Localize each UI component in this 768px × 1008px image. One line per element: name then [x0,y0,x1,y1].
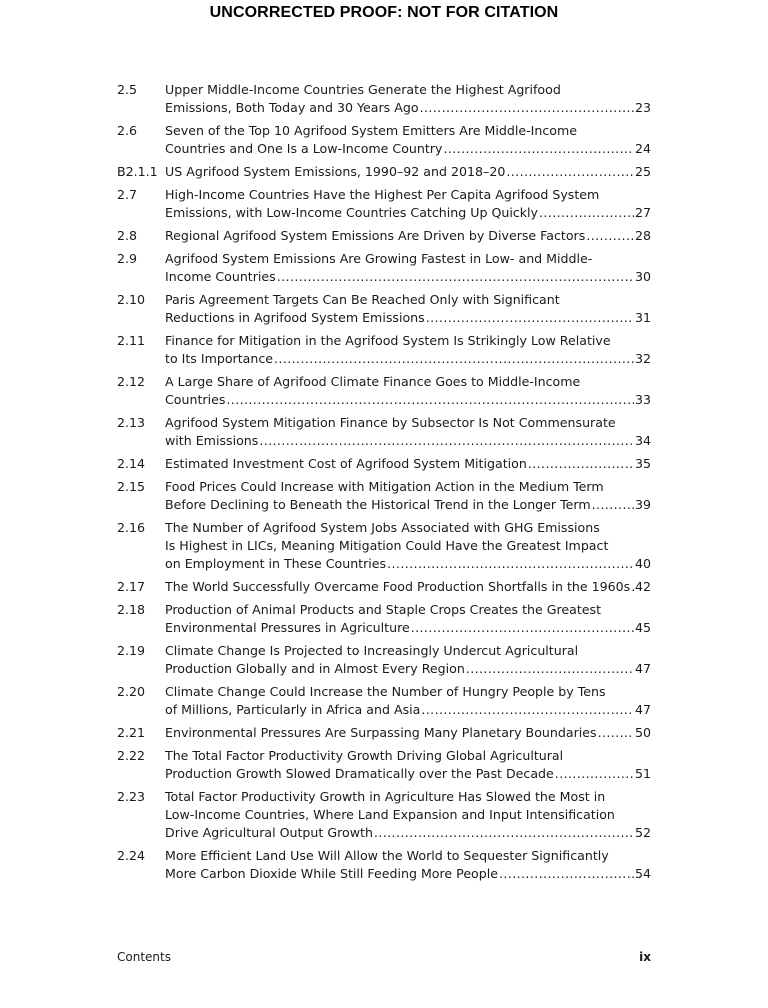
toc-entry-title [165,578,651,596]
dot-leader [592,496,634,514]
dot-leader [421,701,634,719]
toc-entry-title-line: Environmental Pressures in Agriculture [165,620,410,635]
toc-entry-number: 2.15 [117,479,146,494]
toc-entry[interactable] [117,847,651,883]
toc-entry-title-line: Production Globally and in Almost Every Region [165,661,465,676]
toc-entry-number: 2.23 [117,789,146,804]
toc-entry-number: 2.20 [117,684,146,699]
toc-entry[interactable] [117,519,651,573]
toc-entry-title-line: to Its Importance [165,351,274,366]
toc-entry-page-number[interactable]: 33 [634,392,651,407]
toc-entry[interactable] [117,455,651,473]
toc-entry-page-number[interactable]: 45 [634,620,651,635]
toc-entry-title-line: Paris Agreement Targets Can Be Reached Only with Significant [165,292,560,307]
toc-entry-title-line: More Efficient Land Use Will Allow the World to Sequester Significantly [165,848,609,863]
toc-entry-page-number[interactable]: 23 [634,100,651,115]
toc-entry-title [165,81,651,117]
toc-entry-page-number[interactable]: 47 [634,702,651,717]
toc-entry-title [165,724,651,742]
toc-entry-title-line: More Carbon Dioxide While Still Feeding More People [165,866,499,881]
toc-entry-title-line: Upper Middle-Income Countries Generate the Highest Agrifood [165,82,561,97]
toc-entry-title [165,788,651,842]
toc-entry-title-line: Countries and One Is a Low-Income Country [165,141,443,156]
toc-entry-number: 2.24 [117,848,146,863]
toc-entry[interactable] [117,478,651,514]
toc-entry-title-line: Regional Agrifood System Emissions Are Driven by Diverse Factors [165,228,586,243]
dot-leader [374,824,634,842]
dot-leader [259,432,634,450]
toc-entry-title [165,847,651,883]
toc-entry-title-line: Countries [165,392,226,407]
toc-entry-number: 2.21 [117,725,146,740]
toc-entry-page-number[interactable]: 42 [634,579,651,594]
toc-entry-title [165,455,651,473]
proof-header: UNCORRECTED PROOF: NOT FOR CITATION [209,4,559,21]
toc-entry-title-line: Is Highest in LICs, Meaning Mitigation Could Have the Greatest Impact [165,538,609,553]
toc-entry[interactable] [117,414,651,450]
toc-entry-title-line: Low-Income Countries, Where Land Expansion and Input Intensification [165,807,615,822]
toc-entry-page-number[interactable]: 28 [634,228,651,243]
toc-entry[interactable] [117,373,651,409]
dot-leader [528,455,634,473]
toc-entry[interactable] [117,332,651,368]
toc-entry-number: 2.16 [117,520,146,535]
toc-entry[interactable] [117,227,651,245]
toc-entry-page-number[interactable]: 54 [634,866,651,881]
page-footer [117,950,651,964]
toc-entry-title-line: High-Income Countries Have the Highest Per Capita Agrifood System [165,187,600,202]
toc-entry-title [165,642,651,678]
toc-entry-title-line: Total Factor Productivity Growth in Agriculture Has Slowed the Most in [165,789,606,804]
toc-entry-page-number[interactable]: 25 [634,164,651,179]
dot-leader [555,765,634,783]
toc-entry-title [165,414,651,450]
toc-entry-title-line: Emissions, Both Today and 30 Years Ago [165,100,419,115]
toc-entry[interactable] [117,291,651,327]
toc-entry-title-line: Production of Animal Products and Staple Crops Creates the Greatest [165,602,602,617]
toc-entry-number: 2.5 [117,82,138,97]
dot-leader [506,163,634,181]
dot-leader [539,204,634,222]
dot-leader [387,555,634,573]
dot-leader [631,578,634,596]
toc-entry-title-line: Climate Change Is Projected to Increasingly Undercut Agricultural [165,643,579,658]
toc-entry-title-line: The Number of Agrifood System Jobs Associated with GHG Emissions [165,520,600,535]
toc-entry-title [165,747,651,783]
toc-entry-number: 2.17 [117,579,146,594]
toc-entry-title-line: Seven of the Top 10 Agrifood System Emitters Are Middle-Income [165,123,577,138]
toc-entry-page-number[interactable]: 47 [634,661,651,676]
toc-entry-title-line: of Millions, Particularly in Africa and Asia [165,702,421,717]
dot-leader [426,309,634,327]
toc-entry-title [165,186,651,222]
toc-entry-title-line: Production Growth Slowed Dramatically over the Past Decade [165,766,554,781]
toc-entry-title-line: with Emissions [165,433,259,448]
toc-entry-title [165,373,651,409]
toc-entry-title [165,227,651,245]
toc-entry[interactable] [117,601,651,637]
dot-leader [277,268,634,286]
toc-entry-page-number[interactable]: 24 [634,141,651,156]
toc-entry-number: 2.18 [117,602,146,617]
toc-entry[interactable] [117,788,651,842]
toc-entry[interactable] [117,724,651,742]
toc-entry-title-line: on Employment in These Countries [165,556,387,571]
toc-entry[interactable] [117,642,651,678]
toc-entry-page-number[interactable]: 27 [634,205,651,220]
toc-entry-number: 2.6 [117,123,138,138]
toc-entry[interactable] [117,81,651,117]
toc-entry-page-number[interactable]: 52 [634,825,651,840]
dot-leader [411,619,634,637]
toc-entry-title-line: Agrifood System Mitigation Finance by Subsector Is Not Commensurate [165,415,616,430]
footer-section: Contents [117,950,171,964]
toc-entry-number: 2.22 [117,748,146,763]
dot-leader [598,724,634,742]
toc-entry-page-number[interactable]: 32 [634,351,651,366]
toc-entry-title-line: The Total Factor Productivity Growth Driving Global Agricultural [165,748,564,763]
toc-entry-title-line: Estimated Investment Cost of Agrifood System Mitigation [165,456,527,471]
dot-leader [466,660,634,678]
toc-entry[interactable] [117,122,651,158]
dot-leader [443,140,634,158]
toc-entry[interactable] [117,578,651,596]
toc-entry[interactable] [117,186,651,222]
toc-entry-title [165,250,651,286]
toc-entry-title-line: Finance for Mitigation in the Agrifood System Is Strikingly Low Relative [165,333,611,348]
toc-entry-title [165,601,651,637]
toc-entry-number: 2.9 [117,251,138,266]
toc-entry-page-number[interactable]: 31 [634,310,651,325]
toc-entry-page-number[interactable]: 50 [634,725,651,740]
toc-entry-page-number[interactable]: 34 [634,433,651,448]
toc-entry-page-number[interactable]: 51 [634,766,651,781]
toc-entry[interactable] [117,250,651,286]
toc-entry-title [165,291,651,327]
toc-entry-title-line: Drive Agricultural Output Growth [165,825,373,840]
dot-leader [420,99,634,117]
dot-leader [499,865,634,883]
toc-entry-title-line: Climate Change Could Increase the Number of Hungry People by Tens [165,684,606,699]
toc-entry-page-number[interactable]: 30 [634,269,651,284]
toc-entry-title-line: Agrifood System Emissions Are Growing Fastest in Low- and Middle- [165,251,593,266]
dot-leader [586,227,634,245]
table-of-contents [117,81,651,888]
toc-entry-page-number[interactable]: 39 [634,497,651,512]
toc-entry-title-line: A Large Share of Agrifood Climate Finance Goes to Middle-Income [165,374,581,389]
toc-entry-number: 2.13 [117,415,146,430]
toc-entry-number: 2.11 [117,333,146,348]
toc-entry-page-number[interactable]: 35 [634,456,651,471]
toc-entry[interactable] [117,683,651,719]
toc-entry-page-number[interactable]: 40 [634,556,651,571]
dot-leader [274,350,634,368]
toc-entry-title-line: Income Countries [165,269,276,284]
toc-entry-number: 2.14 [117,456,146,471]
toc-entry-title-line: Before Declining to Beneath the Historical Trend in the Longer Term [165,497,591,512]
toc-entry-title-line: Reductions in Agrifood System Emissions [165,310,425,325]
toc-entry-title [165,683,651,719]
toc-entry-title-line: Food Prices Could Increase with Mitigation Action in the Medium Term [165,479,604,494]
toc-entry-number: 2.19 [117,643,146,658]
toc-entry-title [165,519,651,573]
toc-entry-title-line: Environmental Pressures Are Surpassing Many Planetary Boundaries [165,725,597,740]
toc-entry-title-line: The World Successfully Overcame Food Production Shortfalls in the 1960s [165,579,631,594]
toc-entry-number: B2.1.1 [117,164,158,179]
toc-entry-number: 2.10 [117,292,146,307]
toc-entry-number: 2.8 [117,228,138,243]
toc-entry-number: 2.12 [117,374,146,389]
toc-entry[interactable] [117,747,651,783]
toc-entry-title [165,122,651,158]
toc-entry[interactable] [117,163,651,181]
footer-page-number: ix [639,950,651,964]
toc-entry-title [165,163,651,181]
dot-leader [226,391,634,409]
toc-entry-title [165,332,651,368]
toc-entry-title [165,478,651,514]
toc-entry-number: 2.7 [117,187,138,202]
toc-entry-title-line: US Agrifood System Emissions, 1990–92 and 2018–20 [165,164,506,179]
toc-entry-title-line: Emissions, with Low-Income Countries Catching Up Quickly [165,205,539,220]
